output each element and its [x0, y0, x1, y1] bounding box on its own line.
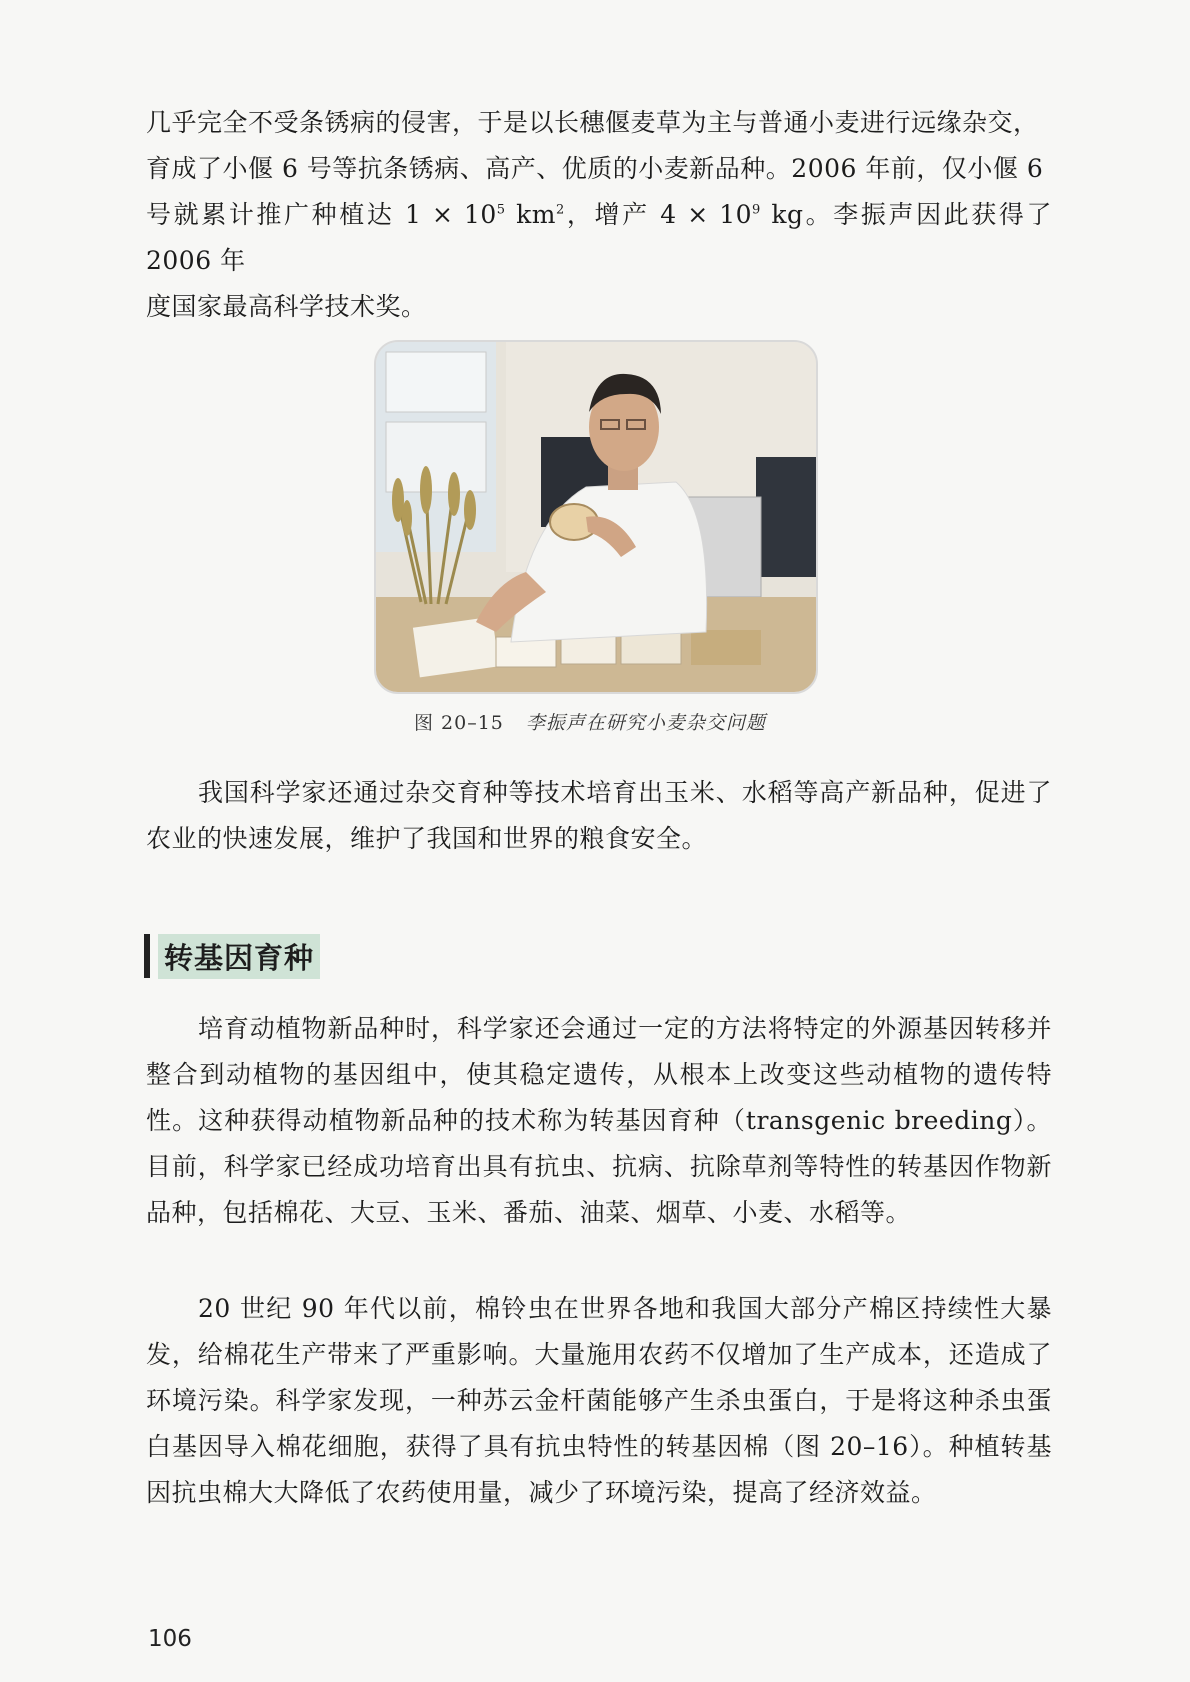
figure-caption-text: 李振声在研究小麦杂交问题 [525, 712, 766, 734]
section-bar-decoration [144, 934, 150, 978]
exponent-5: 5 [496, 202, 506, 218]
paragraph-transgenic-breeding: 培育动植物新品种时，科学家还会通过一定的方法将特定的外源基因转移并整合到动植物的基因组中，使其稳定遗传，从根本上改变这些动植物的遗传特性。这种获得动植物新品种的技术称为转基因育种（transgenic breeding）。目前，科学家已经成功培育出具有抗虫、抗病、抗除草剂等特性的转基因作物新品种，包括棉花、大豆、玉米、番茄、油菜、烟草、小麦、水稻等。 [146, 1014, 1052, 1227]
p1-line3c: ，增产 4 × 10 [564, 200, 753, 229]
paragraph-bt-cotton: 20 世纪 90 年代以前，棉铃虫在世界各地和我国大部分产棉区持续性大暴发，给棉花生产带来了严重影响。大量施用农药不仅增加了生产成本，还造成了环境污染。科学家发现，一种苏云金杆菌能够产生杀虫蛋白，于是将这种杀虫蛋白基因导入棉花细胞，获得了具有抗虫特性的转基因棉（图 20–16）。种植转基因抗虫棉大大降低了农药使用量，减少了环境污染，提高了经济效益。 [146, 1294, 1052, 1507]
p1-line3a: 号就累计推广种植达 1 × 10 [146, 200, 497, 229]
figure-number: 图 20–15 [414, 712, 504, 734]
p1-line1: 几乎完全不受条锈病的侵害，于是以长穗偃麦草为主与普通小麦进行远缘杂交， [146, 108, 1039, 137]
figure-photo-scientist [374, 340, 818, 694]
section-title: 转基因育种 [158, 934, 320, 979]
p1-line2: 育成了小偃 6 号等抗条锈病、高产、优质的小麦新品种。2006 年前，仅小偃 6 [146, 154, 1044, 183]
p1-line3d: kg。李振声因此获得了 2006 年 [146, 200, 1052, 275]
scientist-photo-illustration [376, 342, 816, 692]
p1-line3b: km [505, 200, 556, 229]
figure-caption [414, 708, 814, 735]
paragraph-hybrid-breeding: 我国科学家还通过杂交育种等技术培育出玉米、水稻等高产新品种，促进了农业的快速发展，维护了我国和世界的粮食安全。 [146, 778, 1052, 853]
exponent-9: 9 [752, 202, 761, 218]
page-number: 106 [148, 1626, 192, 1652]
section-heading [144, 934, 320, 978]
exponent-2: 2 [556, 202, 565, 218]
p1-line4: 度国家最高科学技术奖。 [146, 292, 427, 321]
paragraph-wheat-breeding [146, 100, 1052, 330]
